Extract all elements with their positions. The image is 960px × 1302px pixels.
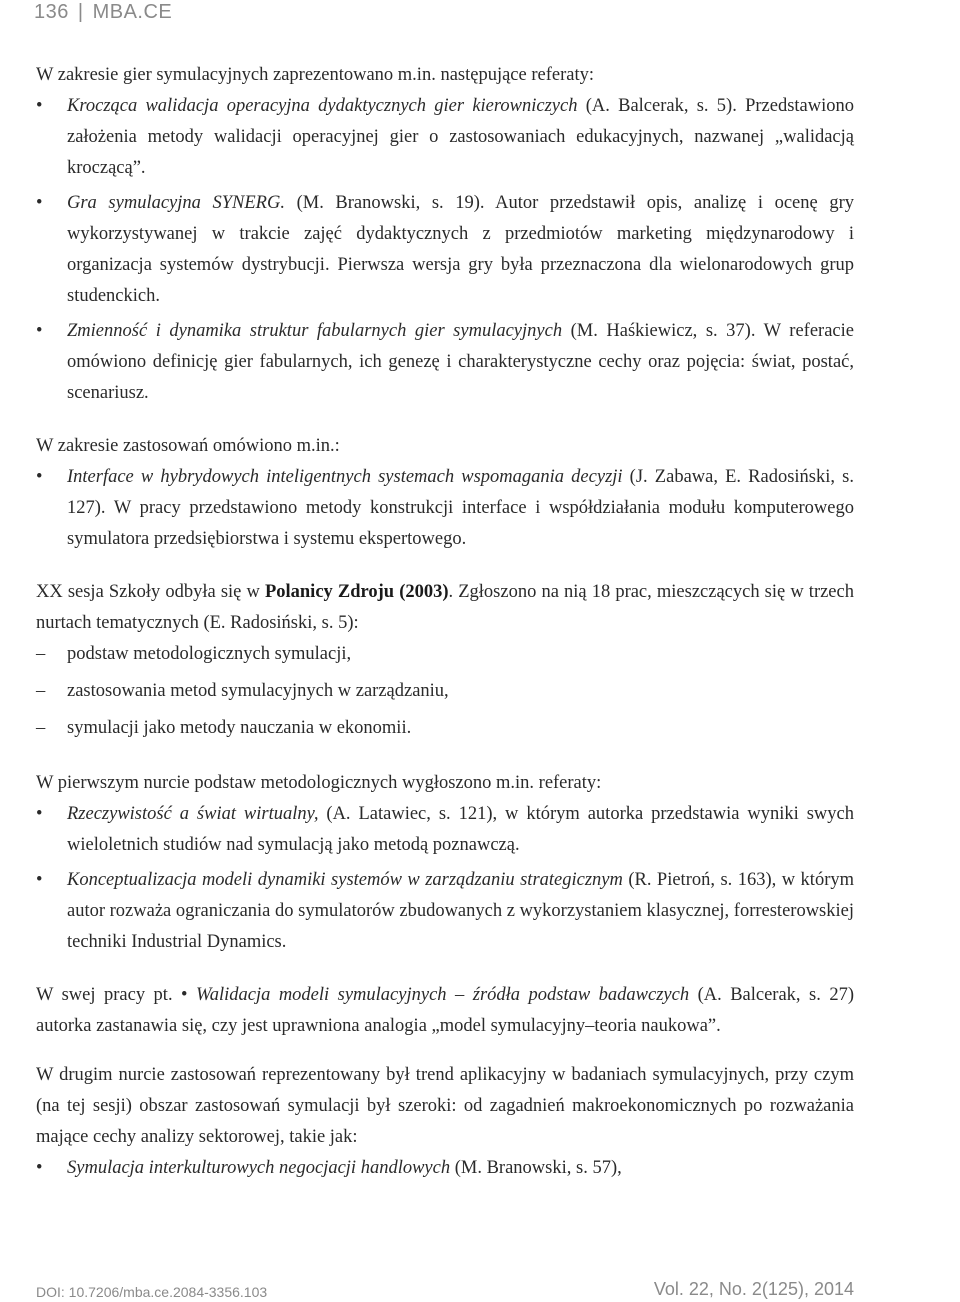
paragraph-first-stream: W pierwszym nurcie podstaw metodologicznych wygłoszono m.in. referaty: [36,773,602,793]
thematic-streams-list [36,639,854,744]
paragraph-applications-intro: W zakresie zastosowań omówiono m.in.: [36,436,340,456]
header-separator: | [77,1,84,23]
report-title: Zmienność i dynamika struktur fabularnych gier symulacyjnych [67,321,563,341]
report-description: (A. Balcerak, s. 5). Przedstawiono założenia metody walidacji operacyjnej gier o zastosowaniach edukacyjnych, nazwanej „walidacją kroczącą”. [67,96,854,178]
report-description: (A. Latawiec, s. 121), w którym autorka przedstawia wyniki swych wieloletnich studiów nad symulacją jako metodą poznawczą. [67,804,855,855]
list-item [36,799,854,861]
list-item: – zastosowania metod symulacyjnych w zarządzaniu, [36,676,854,707]
volume-text: Vol. 22, No. 2(125), 2014 [653,1279,854,1299]
list-item: – symulacji jako metody nauczania w ekonomii. [36,713,854,744]
paragraph-second-stream: W drugim nurcie zastosowań reprezentowany był trend aplikacyjny w badaniach symulacyjnych, przy czym (na tej sesji) obszar zastosowań symulacji był szeroki: od zagadnień makroekonomicznych po rozważania mające cechy analizy sektorowej, takie jak: [36,1065,854,1147]
paragraph-validation: W swej pracy pt. • Walidacja modeli symulacyjnych – źródła podstaw badawczych (A. Balcerak, s. 27) autorka zastanawia się, czy jest uprawniona analogia „model symulacyjny–teoria naukowa”. [36,985,854,1036]
list-item [36,865,854,958]
report-title: Rzeczywistość a świat wirtualny, [67,804,319,824]
session-location: Polanicy Zdroju (2003) [264,582,449,602]
report-description: (R. Pietroń, s. 163), w którym autor rozważa ograniczania do symulatorów zbudowanych z wykorzystaniem klasycznej, forresterowskiej techniki Industrial Dynamics. [67,870,854,952]
list-item [36,316,854,409]
list-item [36,91,854,184]
page-footer [36,1278,854,1300]
list-item [36,462,854,555]
report-title: Konceptualizacja modeli dynamiki systemów w zarządzaniu strategicznym [67,870,623,890]
report-title: Walidacja modeli symulacyjnych – źródła podstaw badawczych [196,985,690,1005]
paragraph-session-xx: XX sesja Szkoły odbyła się w Polanicy Zdroju (2003). Zgłoszono na nią 18 prac, mieszczących się w trzech nurtach tematycznych (E. Radosiński, s. 5): [36,582,854,633]
list-item [36,1153,854,1184]
second-stream-reports-list [36,1153,854,1184]
report-description: (M. Branowski, s. 57), [450,1158,622,1178]
report-description: (M. Haśkiewicz, s. 37). W referacie omówiono definicję gier fabularnych, ich genezę i charakterystyczne cechy oraz pojęcia: świat, postać, scenariusz. [67,321,854,403]
report-description: (M. Branowski, s. 19). Autor przedstawił opis, analizę i ocenę gry wykorzystywanej w trakcie zajęć dydaktycznych z przedmiotów marketing międzynarodowy i organizacja systemów dystrybucji. Pierwsza wersja gry była przeznaczona dla wielonarodowych grup studenckich. [67,193,854,306]
page-header [34,0,172,24]
report-title: Symulacja interkulturowych negocjacji handlowych [67,1158,451,1178]
first-stream-reports-list [36,799,854,958]
article-body [36,60,854,1188]
page-number: 136 [34,1,69,23]
report-title: Interface w hybrydowych inteligentnych systemach wspomagania decyzji [67,467,623,487]
games-reports-list [36,91,854,409]
report-title: Gra symulacyjna SYNERG. [67,193,285,213]
report-description: (J. Zabawa, E. Radosiński, s. 127). W pracy przedstawiono metody konstrukcji interface i współdziałania modułu komputerowego symulatora przedsiębiorstwa i systemu ekspertowego. [67,467,854,549]
applications-reports-list [36,462,854,555]
report-title: Krocząca walidacja operacyjna dydaktycznych gier kierowniczych [67,96,578,116]
list-item: – podstaw metodologicznych symulacji, [36,639,854,670]
paragraph-games-intro: W zakresie gier symulacyjnych zaprezentowano m.in. następujące referaty: [36,65,594,85]
journal-name: MBA.CE [92,1,173,23]
list-item [36,188,854,312]
doi-text: DOI: 10.7206/mba.ce.2084-3356.103 [36,1284,268,1300]
